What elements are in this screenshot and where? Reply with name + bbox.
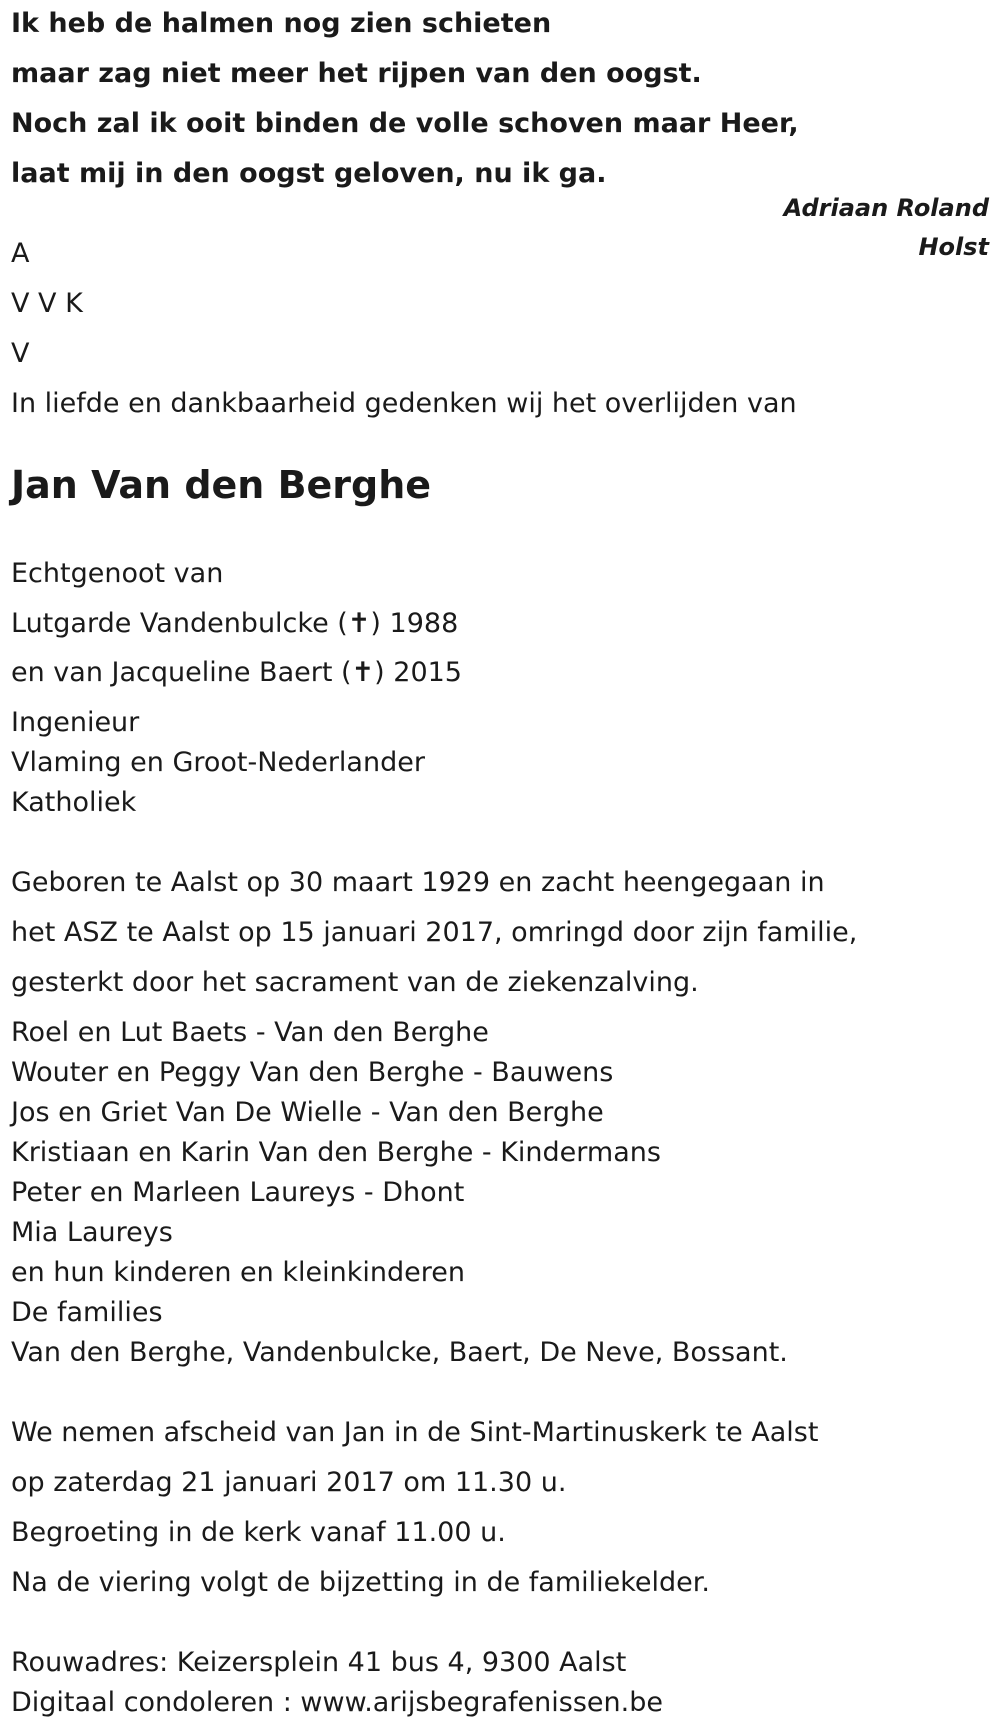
initials-line-2: V V K	[11, 288, 83, 319]
initials-line-1: A	[11, 238, 30, 269]
initials-line-3: V	[11, 338, 30, 369]
service-line-1: We nemen afscheid van Jan in de Sint-Martinuskerk te Aalst	[11, 1417, 819, 1448]
family-line: Roel en Lut Baets - Van den Berghe	[11, 1017, 489, 1048]
birth-death-line-3: gesterkt door het sacrament van de ziekenzalving.	[11, 967, 699, 998]
deceased-name: Jan Van den Berghe	[11, 463, 432, 507]
poem-author-line-1: Adriaan Roland	[783, 194, 989, 222]
attribute-identity: Vlaming en Groot-Nederlander	[11, 747, 425, 778]
family-line: en hun kinderen en kleinkinderen	[11, 1257, 465, 1288]
attribute-profession: Ingenieur	[11, 707, 140, 738]
spouse-line-2: en van Jacqueline Baert (✝) 2015	[11, 657, 462, 688]
family-line: Kristiaan en Karin Van den Berghe - Kindermans	[11, 1137, 661, 1168]
intro-text: In liefde en dankbaarheid gedenken wij het overlijden van	[11, 388, 797, 419]
family-line: Jos en Griet Van De Wielle - Van den Berghe	[11, 1097, 604, 1128]
condolence-website: Digitaal condoleren : www.arijsbegrafenissen.be	[11, 1687, 663, 1718]
service-line-3: Begroeting in de kerk vanaf 11.00 u.	[11, 1517, 506, 1548]
service-line-2: op zaterdag 21 januari 2017 om 11.30 u.	[11, 1467, 567, 1498]
poem-author-line-2: Holst	[918, 233, 989, 261]
poem-line-1: Ik heb de halmen nog zien schieten	[11, 8, 552, 39]
birth-death-line-1: Geboren te Aalst op 30 maart 1929 en zacht heengegaan in	[11, 867, 825, 898]
spouse-heading: Echtgenoot van	[11, 558, 224, 589]
poem-line-4: laat mij in den oogst geloven, nu ik ga.	[11, 158, 607, 189]
family-line: Mia Laureys	[11, 1217, 173, 1248]
attribute-religion: Katholiek	[11, 787, 137, 818]
birth-death-line-2: het ASZ te Aalst op 15 januari 2017, omringd door zijn familie,	[11, 917, 858, 948]
poem-line-3: Noch zal ik ooit binden de volle schoven maar Heer,	[11, 108, 799, 139]
family-line: Van den Berghe, Vandenbulcke, Baert, De Neve, Bossant.	[11, 1337, 788, 1368]
spouse-line-1: Lutgarde Vandenbulcke (✝) 1988	[11, 608, 459, 639]
family-line: Wouter en Peggy Van den Berghe - Bauwens	[11, 1057, 614, 1088]
poem-line-2: maar zag niet meer het rijpen van den oogst.	[11, 58, 702, 89]
family-line: Peter en Marleen Laureys - Dhont	[11, 1177, 465, 1208]
mourning-address: Rouwadres: Keizersplein 41 bus 4, 9300 Aalst	[11, 1647, 627, 1678]
family-line: De families	[11, 1297, 163, 1328]
service-line-4: Na de viering volgt de bijzetting in de familiekelder.	[11, 1567, 710, 1598]
